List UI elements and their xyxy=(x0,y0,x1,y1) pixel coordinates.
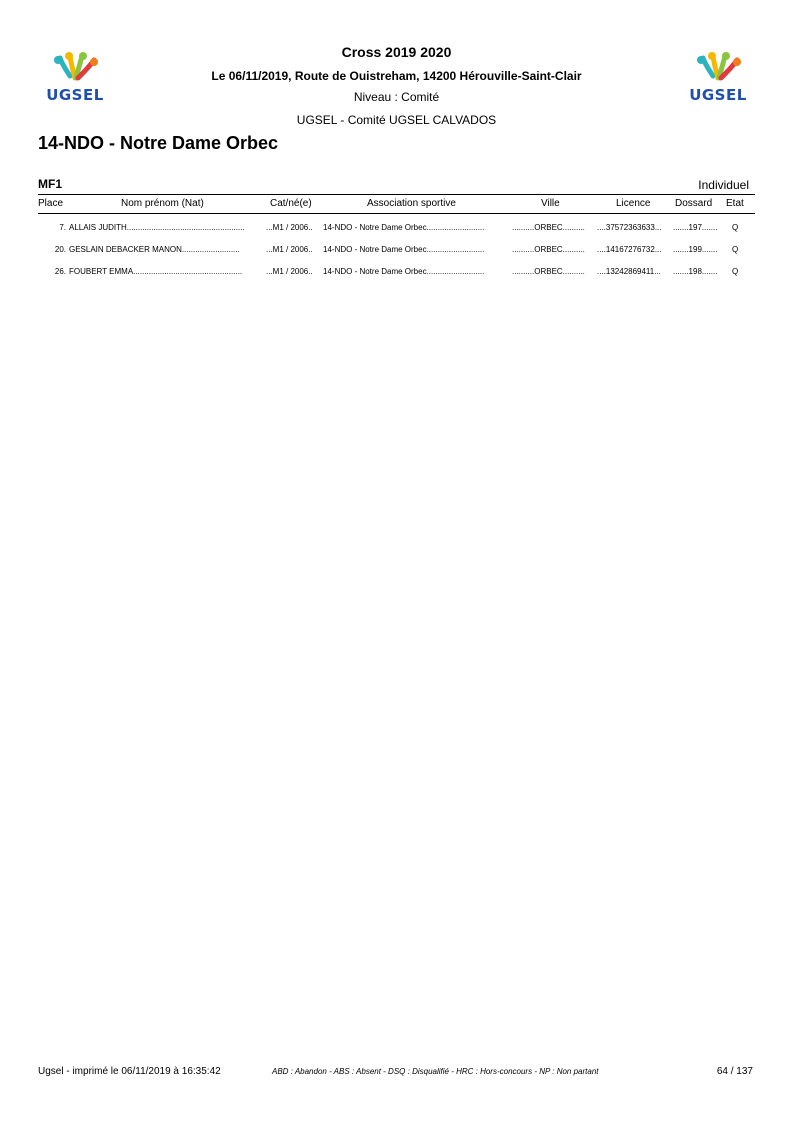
row-place: 20. xyxy=(54,245,66,254)
footer-printed-date: Ugsel - imprimé le 06/11/2019 à 16:35:42 xyxy=(38,1066,221,1077)
table-row xyxy=(0,223,793,237)
column-header-status: Etat xyxy=(726,198,744,209)
ugsel-logo-text: UGSEL xyxy=(689,86,747,104)
row-licence: ....13242869411... xyxy=(597,267,661,276)
table-top-rule xyxy=(38,194,755,195)
footer-legend: ABD : Abandon - ABS : Absent - DSQ : Disqualifié - HRC : Hors-concours - NP : Non partant xyxy=(272,1067,599,1076)
row-name: GESLAIN DEBACKER MANON.......................... xyxy=(69,245,240,254)
row-place: 26. xyxy=(54,267,66,276)
column-header-bib: Dossard xyxy=(675,198,713,209)
footer-page-number: 64 / 137 xyxy=(716,1066,753,1077)
row-city: ..........ORBEC.......... xyxy=(512,267,585,276)
row-licence: ....37572363633... xyxy=(597,223,662,232)
table-row xyxy=(0,267,793,281)
row-status: Q xyxy=(732,267,739,276)
row-bib: .......198....... xyxy=(673,267,718,276)
row-name: ALLAIS JUDITH..................................................... xyxy=(69,223,245,232)
row-city: ..........ORBEC.......... xyxy=(512,245,585,254)
event-level: Niveau : Comité xyxy=(353,90,440,104)
row-status: Q xyxy=(732,223,739,232)
row-category: ...M1 / 2006.. xyxy=(266,245,313,254)
column-header-association: Association sportive xyxy=(367,198,456,209)
row-bib: .......197....... xyxy=(673,223,718,232)
event-committee: UGSEL - Comité UGSEL CALVADOS xyxy=(296,113,497,127)
row-name: FOUBERT EMMA................................................. xyxy=(69,267,243,276)
ugsel-logo-text: UGSEL xyxy=(46,86,104,104)
column-header-licence: Licence xyxy=(616,198,651,209)
row-category: ...M1 / 2006.. xyxy=(266,267,313,276)
table-header-rule xyxy=(38,213,755,214)
column-header-city: Ville xyxy=(541,198,560,209)
row-place: 7. xyxy=(59,223,66,232)
row-status: Q xyxy=(732,245,739,254)
event-title: Cross 2019 2020 xyxy=(341,44,452,60)
category-type: Individuel xyxy=(698,178,749,192)
category-code: MF1 xyxy=(38,177,62,191)
row-licence: ....14167276732... xyxy=(597,245,662,254)
row-category: ...M1 / 2006.. xyxy=(266,223,313,232)
row-association: 14-NDO - Notre Dame Orbec.......................... xyxy=(323,223,485,232)
row-bib: .......199....... xyxy=(673,245,718,254)
event-date-location: Le 06/11/2019, Route de Ouistreham, 14200 Hérouville-Saint-Clair xyxy=(211,69,582,83)
column-header-category: Cat/né(e) xyxy=(270,198,312,209)
column-header-place: Place xyxy=(38,198,64,209)
table-row xyxy=(0,245,793,259)
club-title: 14-NDO - Notre Dame Orbec xyxy=(38,133,279,153)
row-association: 14-NDO - Notre Dame Orbec.......................... xyxy=(323,267,485,276)
row-city: ..........ORBEC.......... xyxy=(512,223,585,232)
row-association: 14-NDO - Notre Dame Orbec.......................... xyxy=(323,245,485,254)
column-header-name: Nom prénom (Nat) xyxy=(121,198,204,209)
